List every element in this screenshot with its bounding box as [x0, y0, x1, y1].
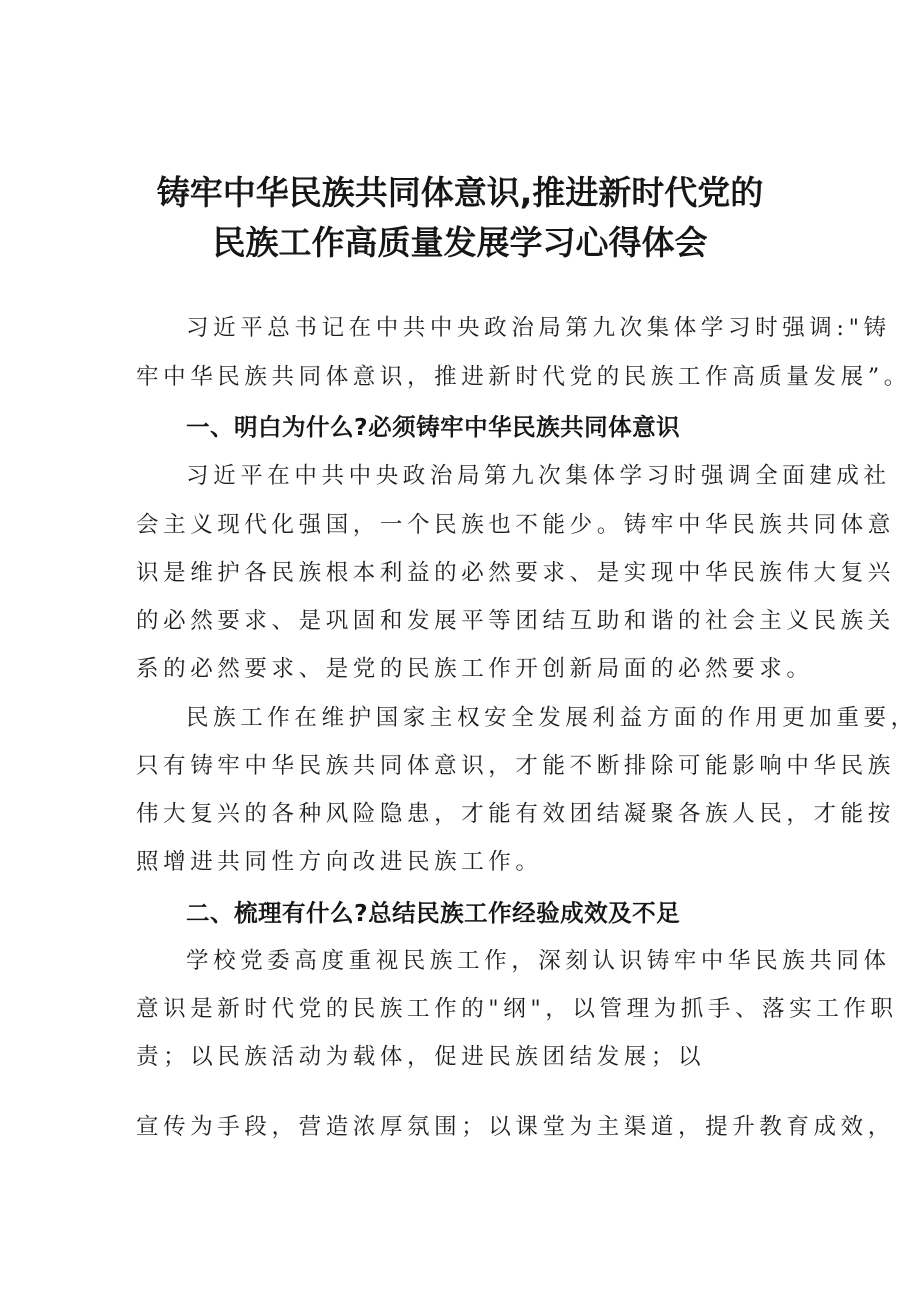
- paragraph-4-line-4: 宣传为手段，营造浓厚氛围；以课堂为主渠道，提升教育成效，: [136, 1114, 895, 1140]
- paragraph-2-line-3: 识是维护各民族根本利益的必然要求、是实现中华民族伟大复兴: [136, 560, 895, 586]
- paragraph-3-line-3: 伟大复兴的各种风险隐患，才能有效团结凝聚各族人民，才能按: [136, 801, 895, 827]
- paragraph-3-line-1: 民族工作在维护国家主权安全发展利益方面的作用更加重要，: [186, 705, 918, 731]
- paragraph-3-line-2: 只有铸牢中华民族共同体意识，才能不断排除可能影响中华民族: [136, 753, 895, 779]
- section-heading-2: 二、梳理有什么?总结民族工作经验成效及不足: [186, 899, 681, 927]
- paragraph-1-line-1: 习近平总书记在中共中央政治局第九次集体学习时强调:"铸: [186, 315, 891, 341]
- paragraph-4-line-1: 学校党委高度重视民族工作，深刻认识铸牢中华民族共同体: [186, 948, 891, 974]
- section-heading-1: 一、明白为什么?必须铸牢中华民族共同体意识: [186, 413, 681, 441]
- paragraph-4-line-3: 责；以民族活动为载体，促进民族团结发展；以: [136, 1044, 706, 1070]
- paragraph-2-line-1: 习近平在中共中央政治局第九次集体学习时强调全面建成社: [186, 463, 891, 489]
- paragraph-2-line-4: 的必然要求、是巩固和发展平等团结互助和谐的社会主义民族关: [136, 608, 895, 634]
- paragraph-2-line-5: 系的必然要求、是党的民族工作开创新局面的必然要求。: [136, 656, 814, 682]
- document-title-line-2: 民族工作高质量发展学习心得体会: [212, 223, 708, 262]
- document-title-line-1: 铸牢中华民族共同体意识,推进新时代党的: [156, 173, 764, 212]
- paragraph-3-line-4: 照增进共同性方向改进民族工作。: [136, 849, 543, 875]
- paragraph-1-line-2: 牢中华民族共同体意识，推进新时代党的民族工作高质量发展”。: [136, 364, 911, 390]
- paragraph-2-line-2: 会主义现代化强国，一个民族也不能少。铸牢中华民族共同体意: [136, 512, 895, 538]
- paragraph-4-line-2: 意识是新时代党的民族工作的"纲"，以管理为抓手、落实工作职: [136, 996, 898, 1022]
